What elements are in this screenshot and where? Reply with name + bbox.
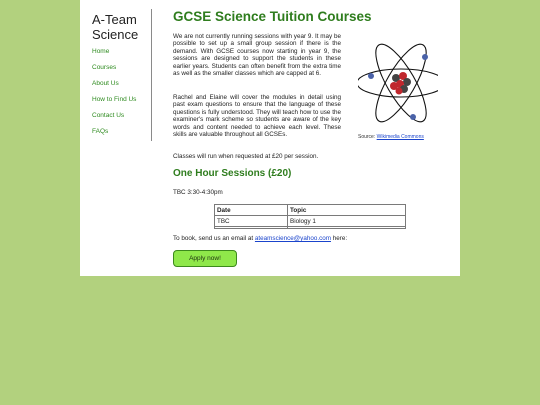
table-row	[215, 216, 406, 227]
session-time: TBC 3:30-4:30pm	[173, 189, 223, 196]
pricing-paragraph: Classes will run when requested at £20 per session.	[173, 153, 319, 160]
table-cell: Biology 1	[288, 216, 406, 227]
table-cell: TBC	[215, 216, 288, 227]
schedule-table	[214, 204, 406, 229]
nav-item-courses[interactable]: Courses	[92, 64, 117, 71]
intro-paragraph: We are not currently running sessions with year 9. It may be possible to set up a small group session if there is the demand. With GCSE courses now starting in year 9, the sessions are designed to support the students in these earlier years. Students can often benefit from the extra time as well as the smaller classes which are capped at 6.	[173, 33, 341, 78]
site-title-line2: Science	[92, 27, 139, 42]
table-cell	[288, 227, 406, 229]
figure-caption	[358, 134, 424, 140]
table-row	[215, 227, 406, 229]
site-title-line1: A-Team	[92, 12, 137, 27]
atom-figure	[358, 32, 438, 144]
page-container	[80, 0, 460, 276]
email-link[interactable]: ateamscience@yahoo.com	[254, 235, 331, 242]
column-header: Topic	[288, 205, 406, 216]
table-cell	[215, 227, 288, 229]
nav-menu	[92, 48, 136, 144]
nav-item-how-to-find-us[interactable]: How to Find Us	[92, 96, 137, 103]
site-title	[92, 12, 150, 42]
nav-item-home[interactable]: Home	[92, 48, 110, 55]
section-heading: One Hour Sessions (£20)	[173, 168, 292, 179]
booking-suffix: here:	[330, 235, 348, 242]
table-header-row	[215, 205, 406, 216]
column-header: Date	[215, 205, 288, 216]
booking-text	[173, 235, 347, 242]
booking-prefix: To book, send us an email at	[173, 235, 255, 242]
modules-paragraph: Rachel and Elaine will cover the modules in detail using past exam questions to ensure that the language of these questions is fully understood. They will teach how to use the examiner's mark scheme so students are aware of the key words and content needed to achieve each level. These skills are valuable throughout all GCSEs.	[173, 94, 341, 139]
atom-icon	[358, 32, 438, 132]
caption-prefix: Source:	[358, 134, 377, 140]
nav-item-faqs[interactable]: FAQs	[92, 128, 109, 135]
nav-item-about-us[interactable]: About Us	[92, 80, 119, 87]
nav-item-contact-us[interactable]: Contact Us	[92, 112, 125, 119]
wikimedia-link[interactable]: Wikimedia Commons	[376, 134, 424, 140]
page-title: GCSE Science Tuition Courses	[173, 9, 372, 24]
apply-now-button[interactable]: Apply now!	[173, 250, 237, 267]
sidebar	[80, 9, 152, 141]
